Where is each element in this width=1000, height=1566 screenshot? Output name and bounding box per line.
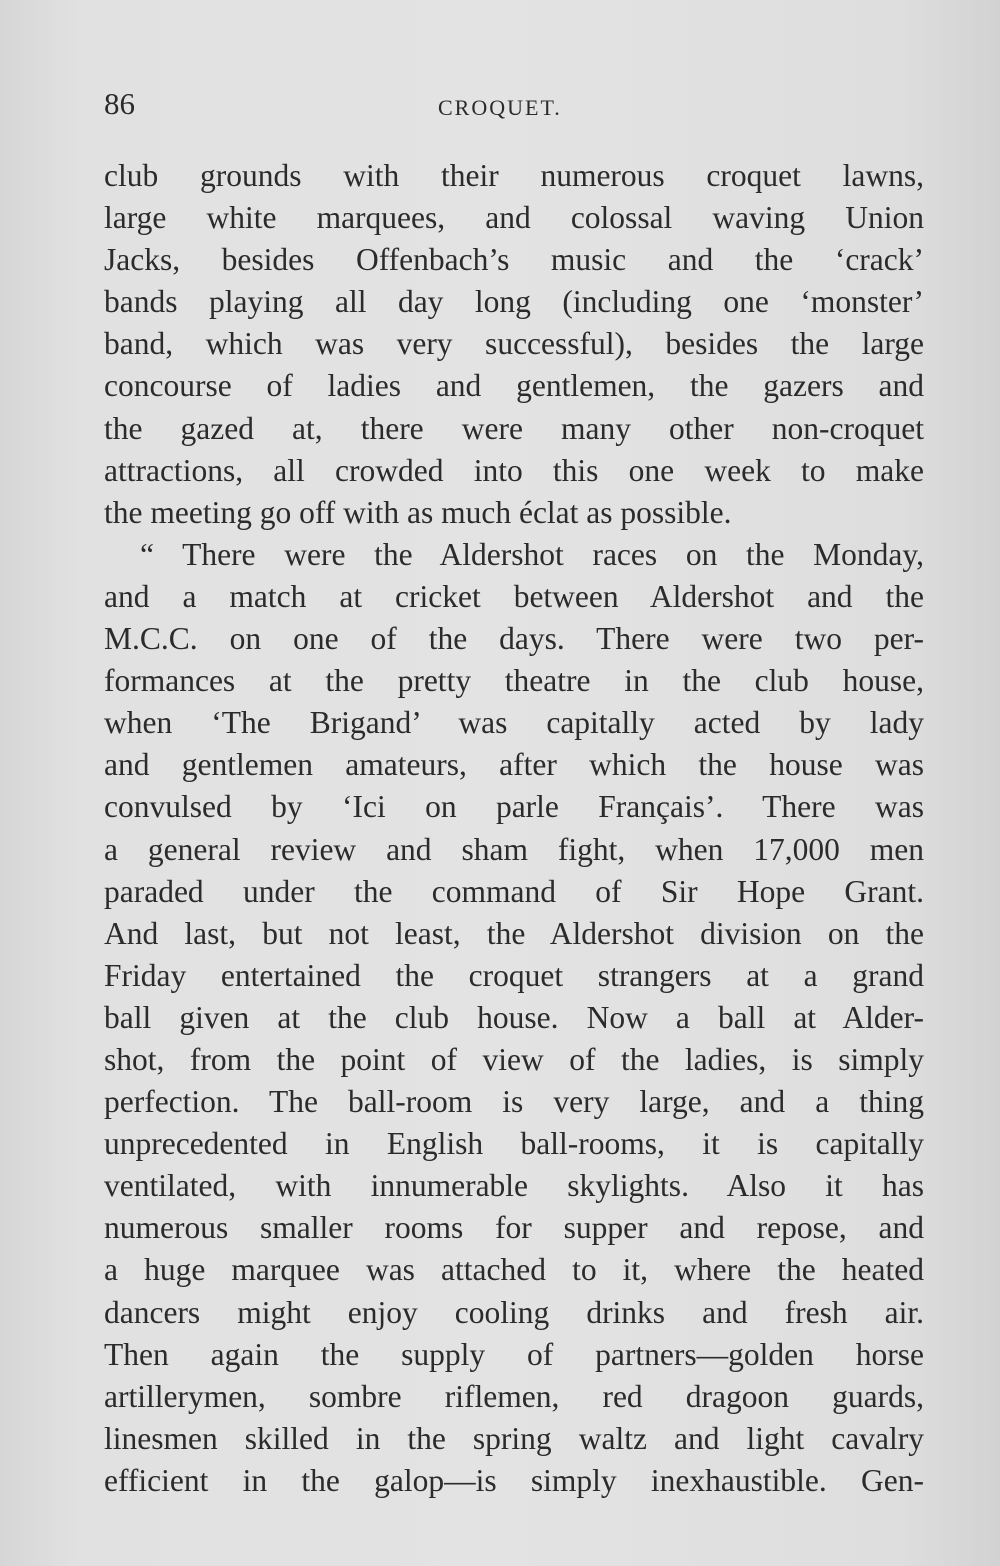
text-line: Then again the supply of partners—golden horse [104, 1336, 924, 1372]
text-line: the gazed at, there were many other non-croquet [104, 410, 924, 446]
paragraph-end-line: the meeting go off with as much éclat as possible. [104, 494, 732, 530]
text-line: artillerymen, sombre riflemen, red dragoon guards, [104, 1378, 924, 1414]
text-line: attractions, all crowded into this one week to make [104, 452, 924, 488]
text-line: when ‘The Brigand’ was capitally acted by lady [104, 705, 924, 741]
text-line: large white marquees, and colossal waving Union [104, 200, 924, 236]
text-line: shot, from the point of view of the ladies, is simply [104, 1041, 924, 1077]
text-line: ventilated, with innumerable skylights. Also it has [104, 1168, 924, 1204]
text-line: bands playing all day long (including one ‘monster’ [104, 284, 924, 320]
text-line: paraded under the command of Sir Hope Grant. [104, 873, 924, 909]
text-line: concourse of ladies and gentlemen, the gazers and [104, 368, 924, 404]
text-line: formances at the pretty theatre in the club house, [104, 663, 924, 699]
text-line: M.C.C. on one of the days. There were two per- [104, 621, 924, 657]
text-line: And last, but not least, the Aldershot division on the [104, 915, 924, 951]
page-header [104, 86, 924, 126]
text-line: a huge marquee was attached to it, where the heated [104, 1252, 924, 1288]
paragraph-start-line: “ There were the Aldershot races on the Monday, [140, 536, 924, 572]
text-line: Jacks, besides Offenbach’s music and the ‘crack’ [104, 242, 924, 278]
running-head: CROQUET. [438, 95, 562, 120]
text-line: linesmen skilled in the spring waltz and light cavalry [104, 1420, 924, 1456]
text-line: and gentlemen amateurs, after which the house was [104, 747, 924, 783]
text-line: and a match at cricket between Aldershot and the [104, 578, 924, 614]
text-line: convulsed by ‘Ici on parle Français’. There was [104, 789, 924, 825]
text-line: dancers might enjoy cooling drinks and fresh air. [104, 1294, 924, 1330]
text-line: perfection. The ball-room is very large, and a thing [104, 1084, 924, 1120]
text-line: numerous smaller rooms for supper and repose, and [104, 1210, 924, 1246]
text-line: ball given at the club house. Now a ball at Alder- [104, 999, 924, 1035]
text-line: efficient in the galop—is simply inexhaustible. Gen- [104, 1462, 924, 1498]
text-line: band, which was very successful), besides the large [104, 326, 924, 362]
text-line: club grounds with their numerous croquet lawns, [104, 158, 924, 193]
page-number: 86 [104, 86, 135, 121]
text-line: Friday entertained the croquet strangers at a grand [104, 957, 924, 993]
text-line: a general review and sham fight, when 17,000 men [104, 831, 924, 867]
body-text [104, 155, 924, 1502]
text-line: unprecedented in English ball-rooms, it is capitally [104, 1126, 924, 1162]
